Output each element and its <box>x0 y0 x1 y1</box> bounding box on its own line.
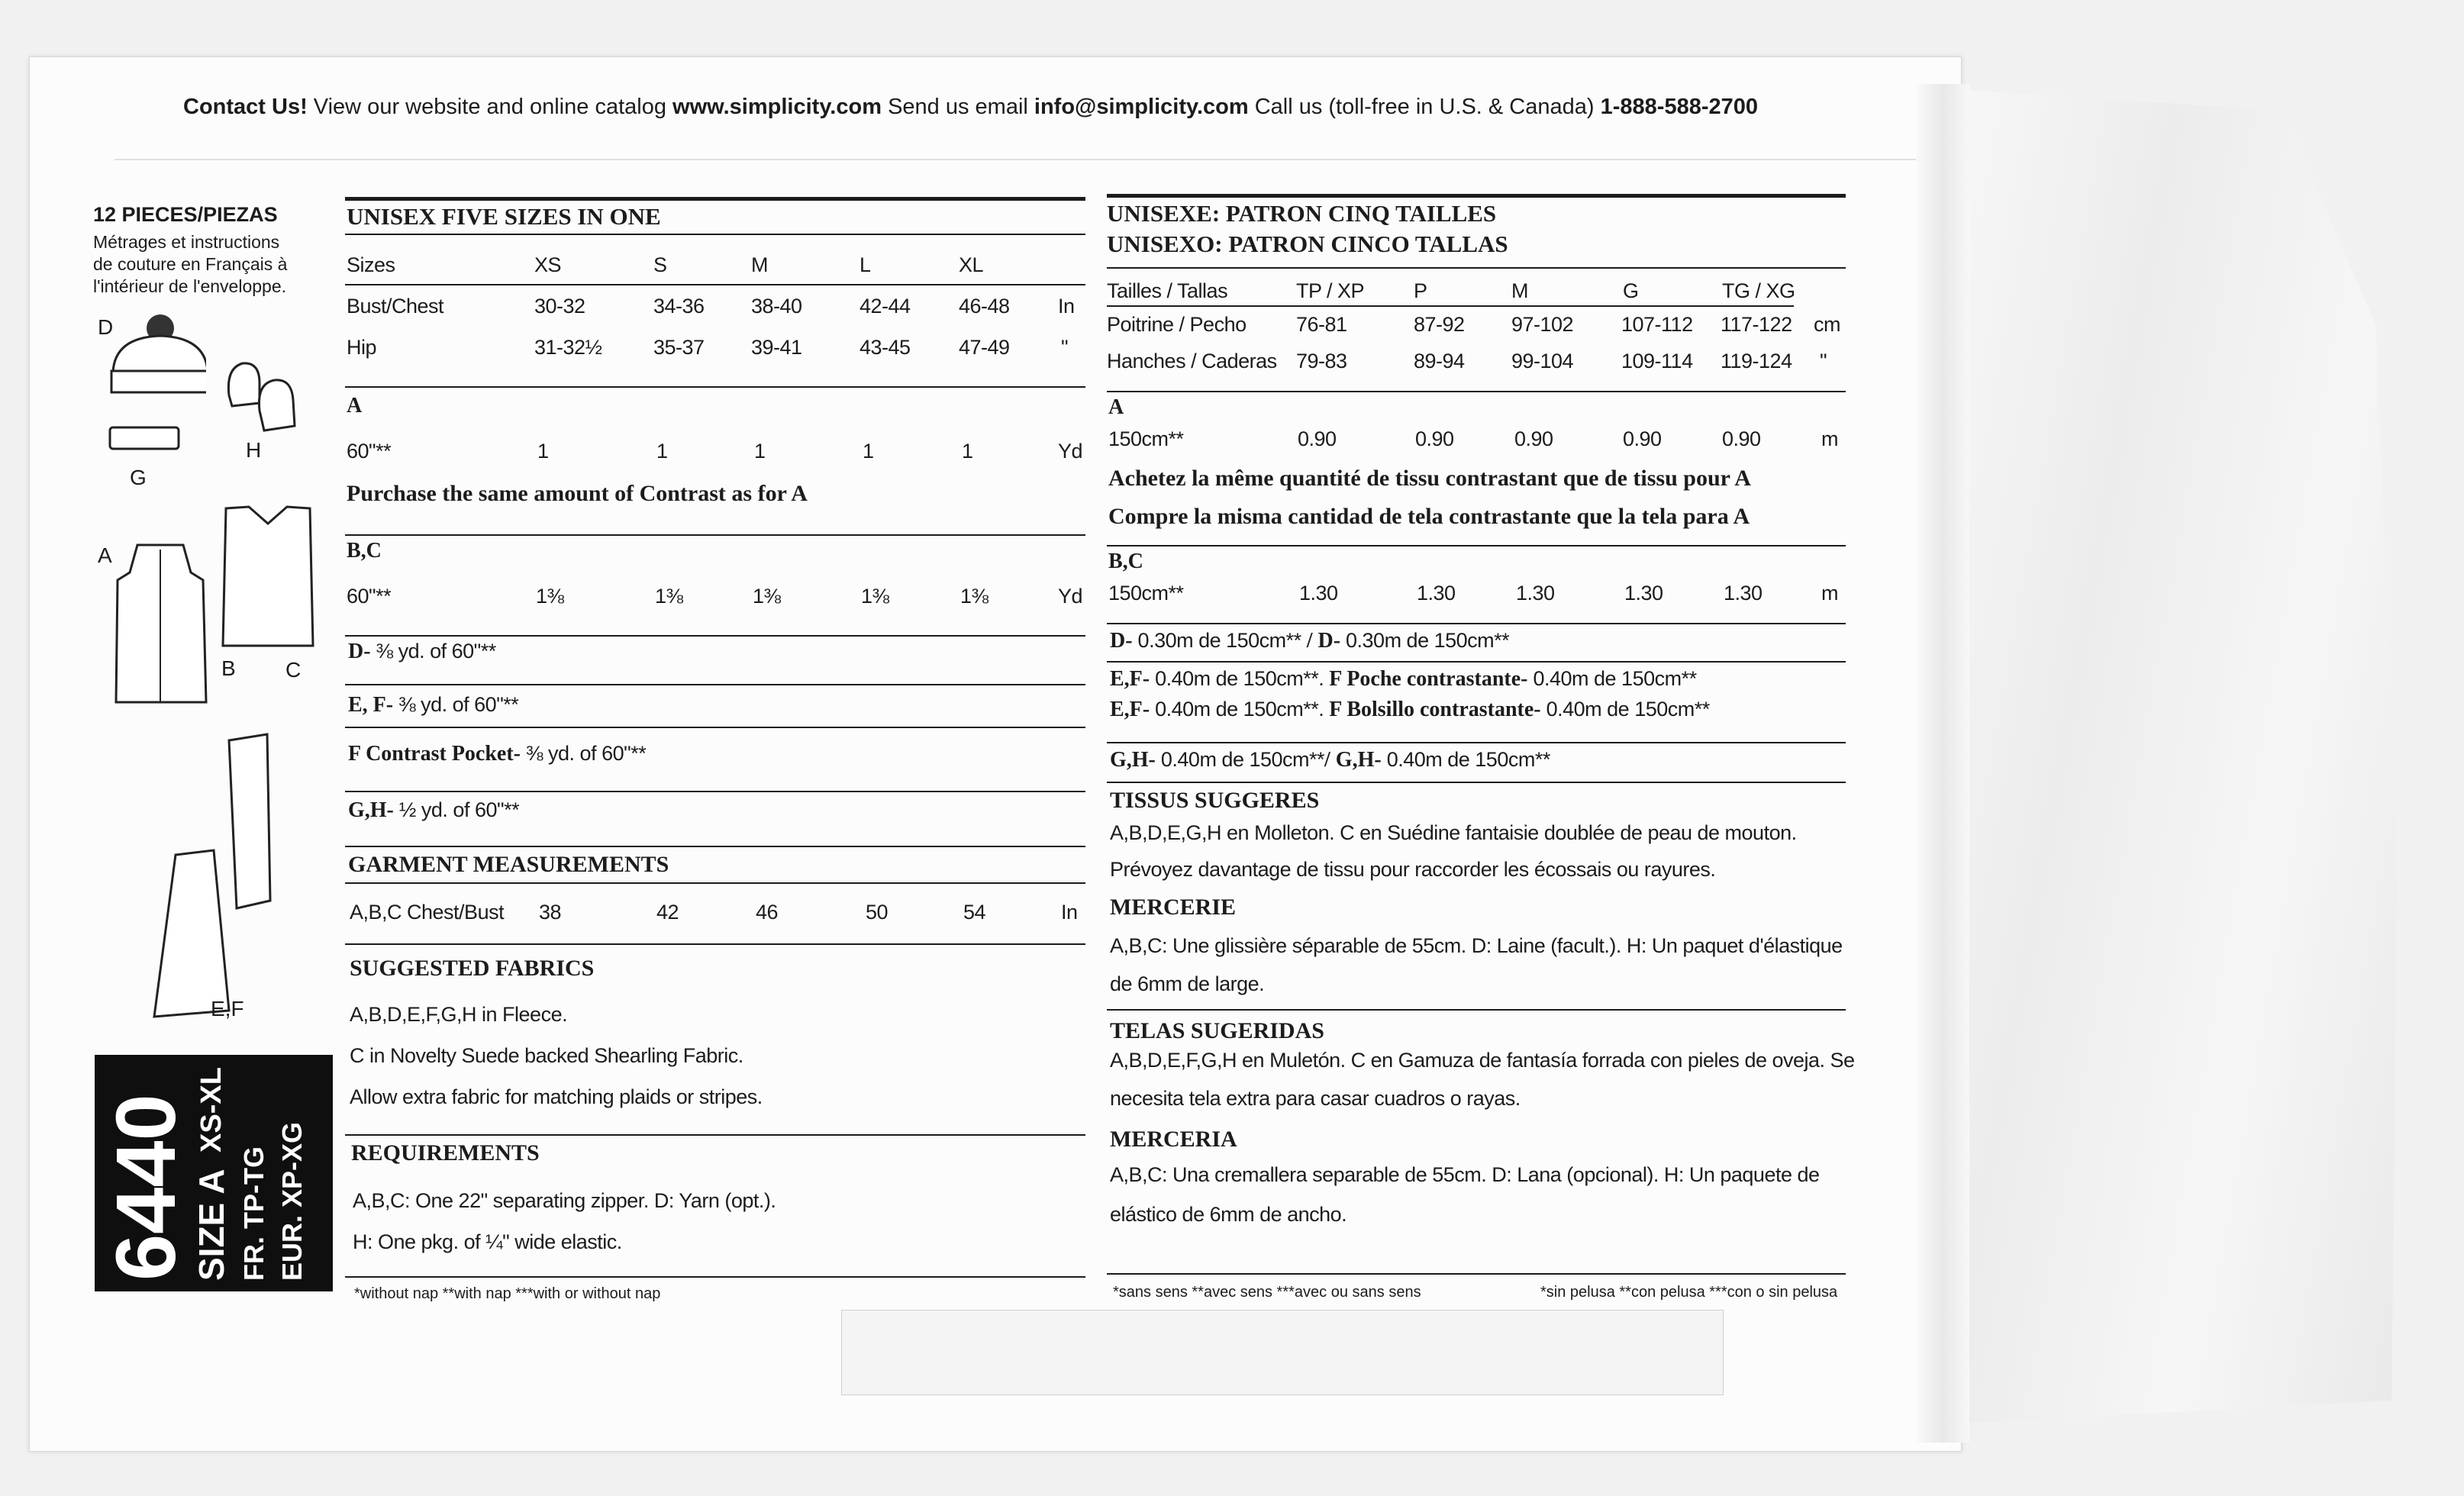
pattern-number: 6440 <box>99 1094 193 1281</box>
label-h: H <box>246 438 262 462</box>
hip-unit: " <box>1061 336 1069 359</box>
rule <box>345 791 1085 792</box>
fr-bc-unit: m <box>1821 582 1838 605</box>
french-title: UNISEXE: PATRON CINQ TAILLES <box>1107 200 1497 227</box>
label-a: A <box>98 543 112 567</box>
hanches-tg: 119-124 <box>1721 350 1792 372</box>
french-note-1: Métrages et instructions <box>93 232 280 252</box>
rule <box>345 234 1085 235</box>
rule <box>1107 305 1794 307</box>
hanches-label: Hanches / Caderas <box>1107 350 1277 372</box>
eur-size-line: EUR. XP-XG <box>276 1121 308 1281</box>
garment-m: 46 <box>756 901 779 924</box>
pieces-count: 12 PIECES/PIEZAS <box>93 203 278 226</box>
french-footnote: *sans sens **avec sens ***avec ou sans sens <box>1113 1284 1421 1301</box>
mittens-sketch-icon <box>221 357 313 441</box>
label-d: D <box>98 315 114 339</box>
size-s: S <box>653 253 667 276</box>
poitrine-unit: cm <box>1814 313 1840 336</box>
rule <box>345 534 1085 536</box>
view-d-yardage: D- ⅜ yd. of 60"** <box>348 640 496 663</box>
size-xs: XS <box>534 253 562 276</box>
english-top-rule <box>345 197 1085 201</box>
fr-bc-tg: 1.30 <box>1724 582 1763 605</box>
hip-s: 35-37 <box>653 336 705 359</box>
bust-m: 38-40 <box>751 295 802 318</box>
bust-xs: 30-32 <box>534 295 585 318</box>
telas-line-1: A,B,D,E,F,G,H en Muletón. C en Gamuza de fantasía forrada con pieles de oveja. Se <box>1110 1049 1855 1072</box>
view-ef-yardage: E, F- ⅜ yd. of 60"** <box>348 693 519 717</box>
spanish-title: UNISEXO: PATRON CINCO TALLAS <box>1107 231 1508 257</box>
requirements-line-1: A,B,C: One 22" separating zipper. D: Yarn (opt.). <box>353 1189 776 1212</box>
bust-xl: 46-48 <box>959 295 1010 318</box>
tissus-line-2: Prévoyez davantage de tissu pour raccorder les écossais ou rayures. <box>1110 858 1716 881</box>
fr-view-gh-yardage: G,H- 0.40m de 150cm**/ G,H- 0.40m de 150cm** <box>1110 748 1550 772</box>
view-text: View our website and online catalog <box>313 95 666 119</box>
hanches-unit: " <box>1820 350 1827 372</box>
merceria-line-1: A,B,C: Una cremallera separable de 55cm. D: Lana (opcional). H: Un paquete de <box>1110 1163 1820 1186</box>
rule <box>345 1134 1085 1136</box>
hip-m: 39-41 <box>751 336 802 359</box>
view-bc-label: B,C <box>347 539 382 563</box>
mercerie-line-1: A,B,C: Une glissière séparable de 55cm. D: Laine (facult.). H: Un paquet d'élastique <box>1110 934 1843 957</box>
suggested-fabrics-title: SUGGESTED FABRICS <box>350 956 595 981</box>
contrast-note-fr: Achetez la même quantité de tissu contrastant que de tissu pour A <box>1108 466 1751 491</box>
requirements-line-2: H: One pkg. of ¼" wide elastic. <box>353 1230 622 1253</box>
rule <box>1107 623 1846 624</box>
taille-p: P <box>1414 279 1427 302</box>
poitrine-tg: 117-122 <box>1721 313 1792 336</box>
poitrine-tp: 76-81 <box>1296 313 1347 336</box>
fr-view-ef-yardage: E,F- 0.40m de 150cm**. F Poche contrastante- 0.40m de 150cm** <box>1110 667 1697 691</box>
fr-a-tg: 0.90 <box>1722 427 1761 450</box>
rule <box>1107 742 1846 743</box>
scarf-sketch-icon <box>145 733 282 1023</box>
fabrics-line-1: A,B,D,E,F,G,H in Fleece. <box>350 1003 568 1026</box>
fr-a-tp: 0.90 <box>1298 427 1337 450</box>
poitrine-label: Poitrine / Pecho <box>1107 313 1247 336</box>
bc-s: 1⅜ <box>655 585 683 608</box>
merceria-line-2: elástico de 6mm de ancho. <box>1110 1203 1347 1226</box>
fr-view-a-label: A <box>1108 395 1124 419</box>
label-g: G <box>130 466 147 489</box>
fabrics-line-3: Allow extra fabric for matching plaids or stripes. <box>350 1085 763 1108</box>
poitrine-p: 87-92 <box>1414 313 1465 336</box>
rule <box>1107 1009 1846 1011</box>
french-top-rule <box>1107 194 1846 198</box>
fr-a-width: 150cm** <box>1108 427 1184 450</box>
taille-m: M <box>1511 279 1528 302</box>
rule <box>345 386 1085 388</box>
taille-g: G <box>1623 279 1639 302</box>
french-note-3: l'intérieur de l'enveloppe. <box>93 276 286 296</box>
rule <box>1107 391 1846 392</box>
requirements-title: REQUIREMENTS <box>351 1140 540 1166</box>
view-gh-yardage: G,H- ½ yd. of 60"** <box>348 798 520 822</box>
rule <box>1107 782 1846 783</box>
website-link[interactable]: www.simplicity.com <box>672 95 882 119</box>
headband-sketch-icon <box>107 423 183 453</box>
label-b: B <box>221 656 236 680</box>
size-line: SIZE A <box>192 1169 231 1281</box>
rule <box>1107 1273 1846 1275</box>
bust-label: Bust/Chest <box>347 295 444 318</box>
spanish-footnote: *sin pelusa **con pelusa ***con o sin pelusa <box>1540 1284 1838 1301</box>
fr-bc-tp: 1.30 <box>1299 582 1338 605</box>
rule <box>1107 661 1846 663</box>
fr-view-d-yardage: D- 0.30m de 150cm** / D- 0.30m de 150cm** <box>1110 629 1510 653</box>
vest-bc-sketch-icon <box>211 501 325 653</box>
poitrine-g: 107-112 <box>1621 313 1693 336</box>
fr-bc-m: 1.30 <box>1516 582 1555 605</box>
contrast-note-es: Compre la misma cantidad de tela contrastante que la tela para A <box>1108 504 1750 529</box>
label-ef: E,F <box>211 997 244 1020</box>
a-xs: 1 <box>537 440 549 463</box>
contact-label: Contact Us! <box>183 95 308 119</box>
bc-m: 1⅜ <box>753 585 781 608</box>
hanches-m: 99-104 <box>1511 350 1574 372</box>
view-a-label: A <box>347 394 363 418</box>
fr-size-line: FR. TP-TG <box>238 1146 269 1281</box>
es-view-ef-yardage: E,F- 0.40m de 150cm**. F Bolsillo contrastante- 0.40m de 150cm** <box>1110 698 1710 721</box>
telas-title: TELAS SUGERIDAS <box>1110 1018 1324 1043</box>
rule <box>345 684 1085 685</box>
hip-l: 43-45 <box>859 336 911 359</box>
hanches-g: 109-114 <box>1621 350 1693 372</box>
rule <box>1107 267 1846 269</box>
a-unit: Yd <box>1058 440 1083 463</box>
taille-tg: TG / XG <box>1722 279 1795 302</box>
garment-unit: In <box>1061 901 1078 924</box>
taille-tp: TP / XP <box>1296 279 1365 302</box>
a-m: 1 <box>754 440 766 463</box>
a-xl: 1 <box>962 440 973 463</box>
hip-label: Hip <box>347 336 377 359</box>
bc-l: 1⅜ <box>861 585 889 608</box>
fr-bc-g: 1.30 <box>1624 582 1663 605</box>
rule <box>345 635 1085 637</box>
envelope-edge <box>1916 84 1969 1443</box>
call-text: Call us (toll-free in U.S. & Canada) <box>1254 95 1595 119</box>
hip-xs: 31-32½ <box>534 336 602 359</box>
bc-width: 60"** <box>347 585 392 608</box>
phone-number[interactable]: 1-888-588-2700 <box>1600 95 1758 119</box>
fr-bc-width: 150cm** <box>1108 582 1184 605</box>
fr-a-m: 0.90 <box>1514 427 1553 450</box>
fr-a-unit: m <box>1821 427 1838 450</box>
contrast-pocket-yardage: F Contrast Pocket- ⅜ yd. of 60"** <box>348 742 647 766</box>
a-width: 60"** <box>347 440 392 463</box>
poitrine-m: 97-102 <box>1511 313 1574 336</box>
mercerie-line-2: de 6mm de large. <box>1110 972 1265 995</box>
fr-view-bc-label: B,C <box>1108 550 1143 573</box>
garment-s: 42 <box>656 901 679 924</box>
english-title: UNISEX FIVE SIZES IN ONE <box>347 203 661 230</box>
vest-a-sketch-icon <box>107 534 214 710</box>
fr-bc-p: 1.30 <box>1417 582 1456 605</box>
garment-label: A,B,C Chest/Bust <box>350 901 505 924</box>
size-xl: XL <box>959 253 984 276</box>
fr-a-p: 0.90 <box>1415 427 1454 450</box>
telas-line-2: necesita tela extra para casar cuadros o rayas. <box>1110 1087 1521 1110</box>
size-range: XS-XL <box>195 1067 227 1153</box>
bc-unit: Yd <box>1058 585 1083 608</box>
sizes-header: Sizes <box>347 253 395 276</box>
rule <box>345 846 1085 847</box>
size-m: M <box>751 253 768 276</box>
garment-measurements-title: GARMENT MEASUREMENTS <box>348 852 669 877</box>
rule <box>345 1276 1085 1278</box>
hat-sketch-icon <box>99 305 206 397</box>
garment-l: 50 <box>866 901 889 924</box>
tailles-header: Tailles / Tallas <box>1107 279 1228 302</box>
label-c: C <box>285 658 302 682</box>
fabrics-line-2: C in Novelty Suede backed Shearling Fabric. <box>350 1044 743 1067</box>
bc-xl: 1⅜ <box>960 585 989 608</box>
a-l: 1 <box>863 440 874 463</box>
tissus-title: TISSUS SUGGERES <box>1110 788 1320 813</box>
hanches-tp: 79-83 <box>1296 350 1347 372</box>
fr-a-g: 0.90 <box>1623 427 1662 450</box>
email-text: Send us email <box>888 95 1028 119</box>
size-l: L <box>859 253 871 276</box>
rule <box>345 727 1085 728</box>
contrast-note: Purchase the same amount of Contrast as for A <box>347 481 808 506</box>
a-s: 1 <box>656 440 668 463</box>
rule <box>345 882 1085 884</box>
merceria-title: MERCERIA <box>1110 1127 1237 1152</box>
french-note-2: de couture en Français à <box>93 254 288 274</box>
rule <box>345 284 1085 285</box>
contact-bar <box>183 95 1758 120</box>
pattern-number-box <box>95 1055 333 1291</box>
hanches-p: 89-94 <box>1414 350 1465 372</box>
garment-xl: 54 <box>963 901 986 924</box>
rule <box>345 943 1085 945</box>
tissus-line-1: A,B,D,E,G,H en Molleton. C en Suédine fantaisie doublée de peau de mouton. <box>1110 821 1797 844</box>
mercerie-title: MERCERIE <box>1110 895 1237 920</box>
tape-strip <box>841 1310 1724 1395</box>
email-link[interactable]: info@simplicity.com <box>1034 95 1249 119</box>
bust-unit: In <box>1058 295 1075 318</box>
rule <box>1107 545 1846 546</box>
hip-xl: 47-49 <box>959 336 1010 359</box>
bust-s: 34-36 <box>653 295 705 318</box>
garment-xs: 38 <box>539 901 562 924</box>
bc-xs: 1⅜ <box>536 585 564 608</box>
bust-l: 42-44 <box>859 295 911 318</box>
english-footnote: *without nap **with nap ***with or without nap <box>354 1285 661 1302</box>
